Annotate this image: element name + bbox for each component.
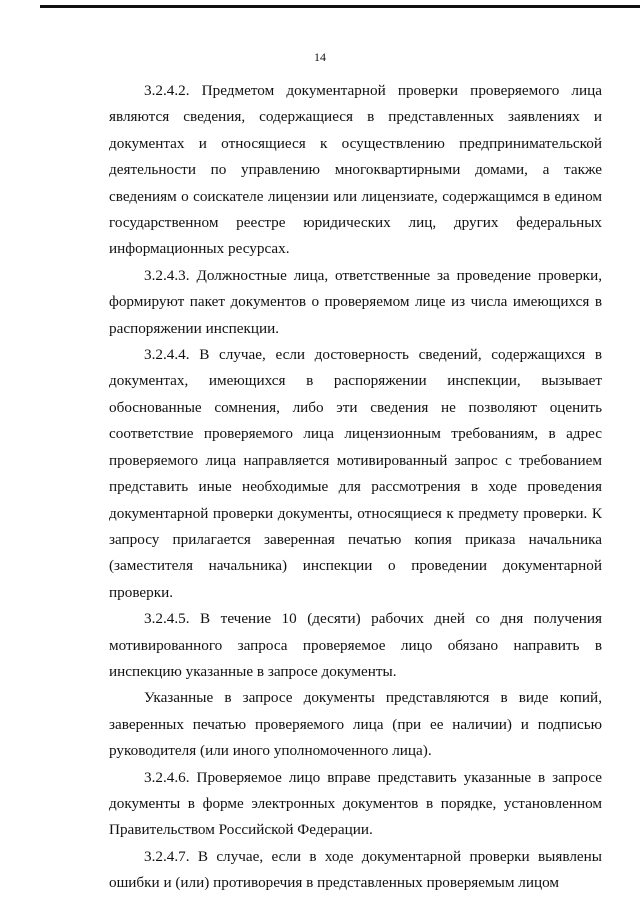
page-number: 14 bbox=[314, 50, 326, 64]
paragraph-3-2-4-5: 3.2.4.5. В течение 10 (десяти) рабочих дней со дня получения мотивированного запроса проверяемое лицо обязано направить в инспекцию указанные в запросе документы. bbox=[109, 610, 602, 680]
paragraph-requested-documents: Указанные в запросе документы представляются в виде копий, заверенных печатью проверяемого лица (при ее наличии) и подписью руководителя (или иного уполномоченного лица). bbox=[109, 689, 602, 760]
paragraph-3-2-4-2: 3.2.4.2. Предметом документарной проверки проверяемого лица являются сведения, содержащиеся в представленных заявлениях и документах и относящиеся к осуществлению предпринимательской деятельности по управлению многоквартирными домами, а также сведениям о соискателе лицензии или лицензиате, содержащимся в едином государственном реестре юридических лиц, других федеральных информационных ресурсах. bbox=[109, 82, 602, 258]
paragraph-3-2-4-3: 3.2.4.3. Должностные лица, ответственные за проведение проверки, формируют пакет документов о проверяемом лице из числа имеющихся в распоряжении инспекции. bbox=[109, 266, 602, 337]
document-body bbox=[109, 78, 602, 897]
top-scan-border bbox=[40, 5, 640, 8]
paragraph-3-2-4-4: 3.2.4.4. В случае, если достоверность сведений, содержащихся в документах, имеющихся в распоряжении инспекции, вызывает обоснованные сомнения, либо эти сведения не позволяют оценить соответствие проверяемого лица лицензионным требованиям, в адрес проверяемого лица направляется мотивированный запрос с требованием представить иные необходимые для рассмотрения в ходе проведения документарной проверки документы, относящиеся к предмету проверки. К запросу прилагается заверенная печатью копия приказа начальника (заместителя начальника) инспекции о проведении документарной проверки. bbox=[109, 346, 602, 601]
paragraph-3-2-4-7: 3.2.4.7. В случае, если в ходе документарной проверки выявлены ошибки и (или) противоречия в представленных проверяемым лицом bbox=[109, 847, 602, 892]
paragraph-3-2-4-6: 3.2.4.6. Проверяемое лицо вправе представить указанные в запросе документы в форме электронных документов в порядке, установленном Правительством Российской Федерации. bbox=[109, 768, 602, 839]
